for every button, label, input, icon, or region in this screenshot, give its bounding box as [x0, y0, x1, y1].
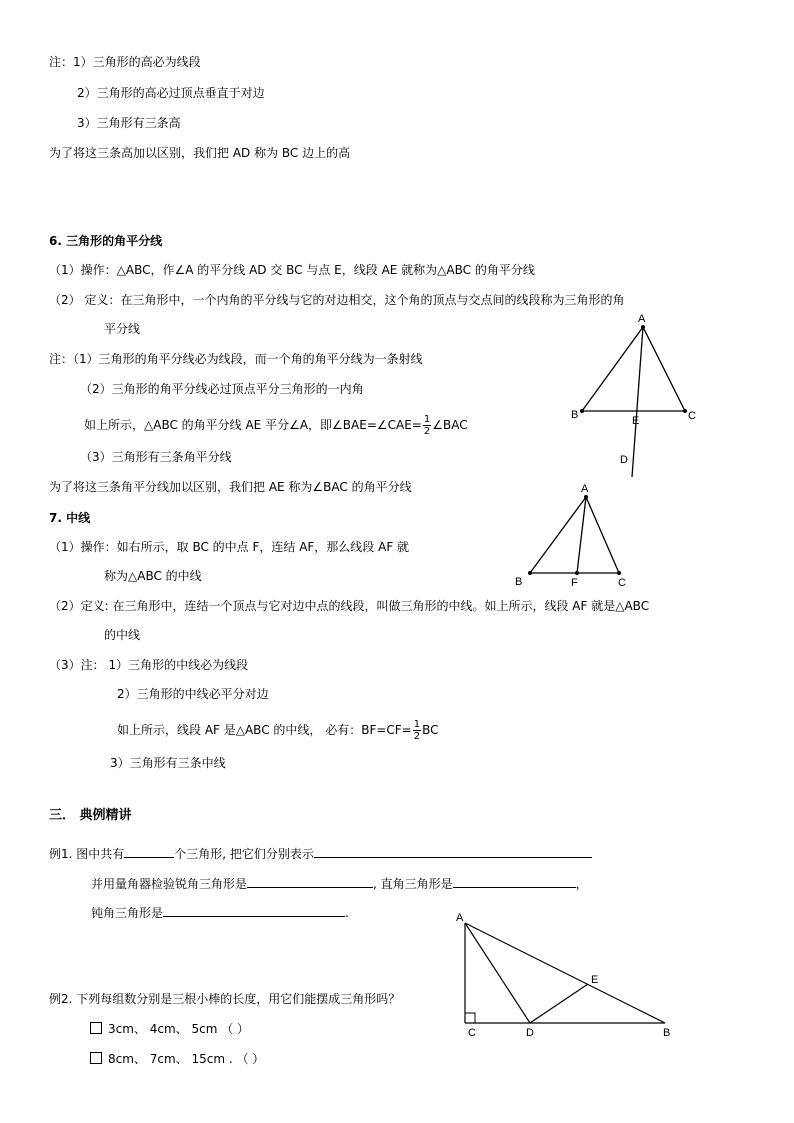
fig3-label-e: E	[591, 974, 599, 986]
s6-note-3: 如上所示，△ABC 的角平分线 AE 平分∠A，即∠BAE=∠CAE= $\frac{1}{2}$ ∠BAC	[84, 414, 468, 437]
fig2-label-b: B	[515, 576, 523, 588]
example-2-option-1[interactable]: 3cm、 4cm、 5cm （ ）	[90, 1021, 249, 1037]
example-1-line2: 并用量角器检验锐角三角形是 , 直角三角形是 ，	[91, 877, 588, 891]
s6-definition-line2: 平分线	[104, 322, 141, 336]
checkbox[interactable]	[90, 1022, 102, 1034]
s6-note-5: 为了将这三条角平分线加以区别，我们把 AE 称为∠BAC 的角平分线	[49, 480, 412, 494]
note-altitude-3: 3）三角形有三条高	[77, 116, 181, 130]
section-3-title: 三． 典例精讲	[49, 808, 132, 823]
s6-note-2: （2）三角形的角平分线必过顶点平分三角形的一内角	[80, 382, 364, 396]
note-altitude-1: 注：1）三角形的高必为线段	[49, 55, 201, 69]
example-1-line1: 例1. 图中共有 个三角形, 把它们分别表示	[49, 845, 592, 862]
fig2-label-f: F	[571, 577, 578, 589]
answer-blank[interactable]	[247, 875, 373, 888]
s7-note-1: （3）注： 1）三角形的中线必为线段	[49, 658, 249, 672]
example-1-line3: 钝角三角形是 .	[91, 906, 349, 920]
answer-blank[interactable]	[124, 845, 174, 858]
note-altitude-4: 为了将这三条高加以区别，我们把 AD 称为 BC 边上的高	[49, 146, 351, 160]
fig3-label-a: A	[456, 912, 464, 924]
fig1-label-d: D	[620, 454, 628, 466]
s7-definition-line1: （2）定义: 在三角形中，连结一个顶点与它对边中点的线段，叫做三角形的中线。如上所示，线段 AF 就是△ABC	[49, 599, 650, 613]
answer-blank[interactable]	[163, 904, 345, 917]
s6-note-4: （3）三角形有三条角平分线	[80, 450, 232, 464]
answer-blank[interactable]	[314, 845, 592, 858]
s7-definition-line2: 的中线	[104, 628, 141, 642]
s7-operation-line1: （1）操作：如右所示，取 BC 的中点 F，连结 AF，那么线段 AF 就	[49, 540, 410, 554]
fig2-label-a: A	[581, 483, 589, 495]
median-figure	[505, 478, 645, 593]
fig1-label-e: E	[632, 415, 640, 427]
section-7-title: 7. 中线	[49, 511, 91, 525]
s7-operation-line2: 称为△ABC 的中线	[104, 569, 202, 583]
fig1-label-c: C	[688, 410, 696, 422]
angle-bisector-figure	[560, 310, 710, 485]
s7-note-3: 如上所示，线段 AF 是△ABC 的中线， 必有：BF=CF= $\frac{1}{2}$ BC	[117, 719, 439, 742]
fig2-label-c: C	[618, 577, 626, 589]
s6-note-1: 注：（1）三角形的角平分线必为线段，而一个角的角平分线为一条射线	[49, 352, 423, 366]
fraction-half: $\frac{1}{2}$	[423, 414, 431, 437]
example-2: 例2. 下列每组数分别是三根小棒的长度，用它们能摆成三角形吗？	[49, 992, 401, 1006]
example-2-option-2[interactable]: 8cm、 7cm、 15cm . （ ）	[90, 1051, 264, 1067]
note-altitude-2: 2）三角形的高必过顶点垂直于对边	[77, 86, 265, 100]
s6-definition-line1: （2） 定义：在三角形中，一个内角的平分线与它的对边相交，这个角的顶点与交点间的线段称为三角形的角	[49, 293, 625, 307]
s7-note-4: 3）三角形有三条中线	[110, 756, 226, 770]
answer-blank[interactable]	[453, 875, 576, 888]
s7-note-2: 2）三角形的中线必平分对边	[117, 687, 269, 701]
fig3-label-d: D	[526, 1027, 534, 1039]
s6-operation: （1）操作：△ABC，作∠A 的平分线 AD 交 BC 与点 E，线段 AE 就称为△ABC 的角平分线	[49, 263, 535, 277]
fig3-label-c: C	[468, 1027, 476, 1039]
fig1-label-a: A	[638, 313, 646, 325]
fig3-label-b: B	[663, 1027, 671, 1039]
fig1-label-b: B	[571, 409, 579, 421]
right-triangle-figure	[450, 905, 680, 1045]
checkbox[interactable]	[90, 1052, 102, 1064]
fraction-half: $\frac{1}{2}$	[413, 719, 421, 742]
section-6-title: 6. 三角形的角平分线	[49, 234, 163, 248]
